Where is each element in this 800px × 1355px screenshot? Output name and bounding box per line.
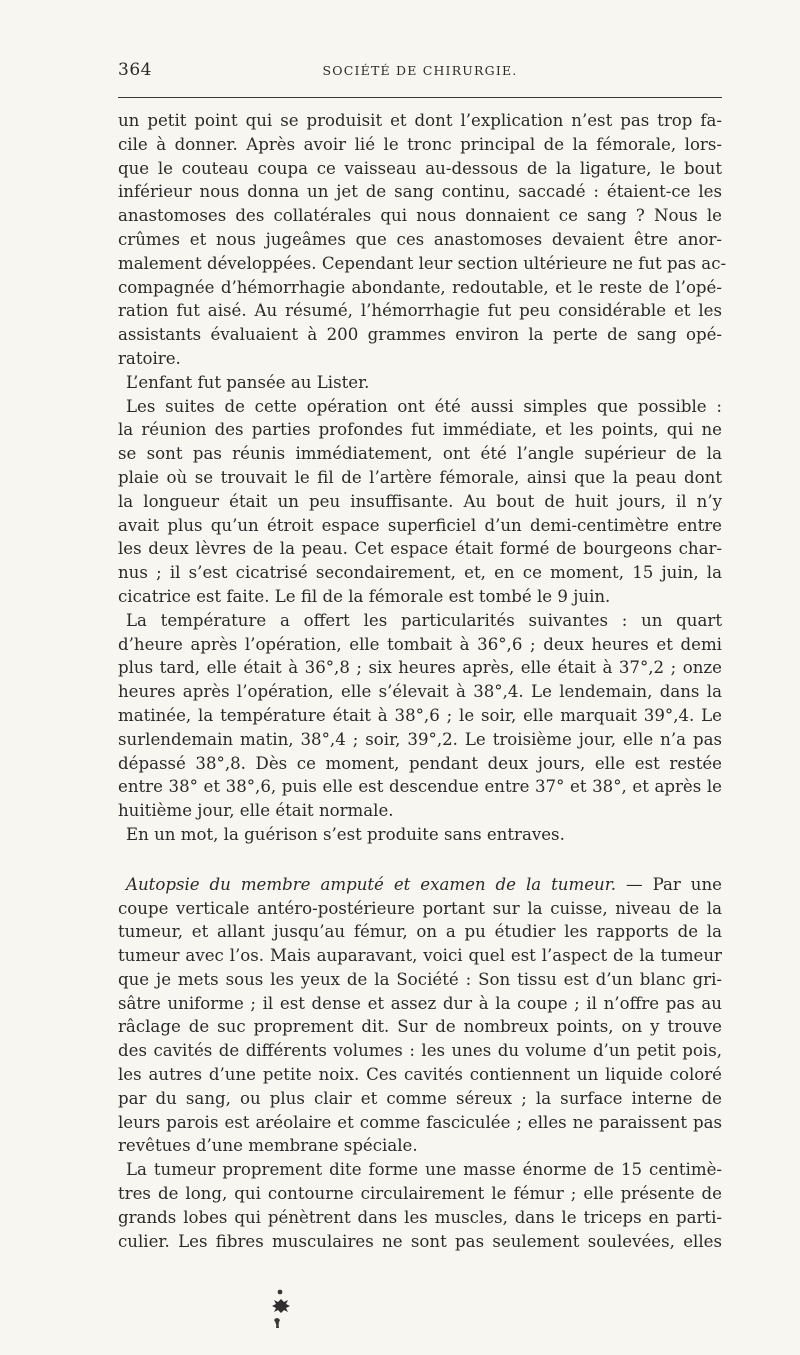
text-line: la réunion des parties profondes fut immédiate, et les points, qui ne	[118, 420, 722, 440]
text-line: ratoire.	[118, 348, 181, 368]
text-line: entre 38° et 38°,6, puis elle est descendue entre 37° et 38°, et après le	[118, 777, 722, 797]
paragraph	[118, 1158, 722, 1253]
text-line: L’enfant fut pansée au Lister.	[126, 372, 370, 392]
text-line: assistants évaluaient à 200 grammes environ la perte de sang opé-	[118, 325, 722, 345]
text-line: cile à donner. Après avoir lié le tronc principal de la fémorale, lors-	[118, 134, 722, 154]
text-line	[118, 873, 722, 897]
text-line: tumeur, et allant jusqu’au fémur, on a pu étudier les rapports de la	[118, 922, 722, 942]
paragraph	[118, 873, 722, 1159]
text-line: avait plus qu’un étroit espace superficiel d’un demi-centimètre entre	[118, 515, 722, 535]
text-line: ration fut aisé. Au résumé, l’hémorrhagie fut peu considérable et les	[118, 301, 722, 321]
text-line: La température a offert les particularités suivantes : un quart	[126, 610, 722, 630]
text-line: En un mot, la guérison s’est produite sans entraves.	[126, 824, 565, 844]
text-line: anastomoses des collatérales qui nous donnaient ce sang ? Nous le	[118, 206, 722, 226]
text-line: La tumeur proprement dite forme une masse énorme de 15 centimè-	[126, 1160, 722, 1180]
section-heading-rest: — Par une	[616, 874, 723, 894]
text-line: cicatrice est faite. Le fil de la fémorale est tombé le 9 juin.	[118, 586, 611, 606]
page-number: 364	[118, 60, 152, 80]
text-line: nus ; il s’est cicatrisé secondairement, et, en ce moment, 15 juin, la	[118, 563, 722, 583]
text-line: inférieur nous donna un jet de sang continu, saccadé : étaient-ce les	[118, 182, 722, 202]
text-line: culier. Les fibres musculaires ne sont pas seulement soulevées, elles	[118, 1231, 722, 1251]
text-line: coupe verticale antéro-postérieure portant sur la cuisse, niveau de la	[118, 898, 722, 918]
page-header	[118, 60, 722, 86]
text-line: matinée, la température était à 38°,6 ; le soir, elle marquait 39°,4. Le	[118, 705, 722, 725]
text-line: des cavités de différents volumes : les unes du volume d’un petit pois,	[118, 1041, 722, 1061]
text-line: les autres d’une petite noix. Ces cavités contiennent un liquide coloré	[118, 1065, 722, 1085]
text-line: leurs parois est aréolaire et comme fasciculée ; elles ne paraissent pas	[118, 1112, 722, 1132]
text-line: grands lobes qui pénètrent dans les muscles, dans le triceps en parti-	[118, 1207, 722, 1227]
text-line: les deux lèvres de la peau. Cet espace était formé de bourgeons char-	[118, 539, 722, 559]
paragraph	[118, 109, 727, 371]
text-line: râclage de suc proprement dit. Sur de nombreux points, on y trouve	[118, 1017, 722, 1037]
paragraph	[118, 371, 722, 395]
text-line: Les suites de cette opération ont été aussi simples que possible :	[126, 396, 722, 416]
text-line: par du sang, ou plus clair et comme séreux ; la surface interne de	[118, 1088, 722, 1108]
text-line: heures après l’opération, elle s’élevait à 38°,4. Le lendemain, dans la	[118, 682, 722, 702]
text-line: la longueur était un peu insuffisante. Au bout de huit jours, il n’y	[118, 491, 722, 511]
text-line: compagnée d’hémorrhagie abondante, redoutable, et le reste de l’opé-	[118, 277, 722, 297]
paragraph	[118, 395, 722, 609]
text-line: huitième jour, elle était normale.	[118, 801, 394, 821]
text-line: revêtues d’une membrane spéciale.	[118, 1136, 418, 1156]
text-line: malement développées. Cependant leur section ultérieure ne fut pas ac-	[118, 253, 727, 273]
text-line: plus tard, elle était à 36°,8 ; six heures après, elle était à 37°,2 ; onze	[118, 658, 722, 678]
text-line: un petit point qui se produisit et dont l’explication n’est pas trop fa-	[118, 111, 722, 130]
text-line: plaie où se trouvait le fil de l’artère fémorale, ainsi que la peau dont	[118, 467, 722, 487]
text-line: que le couteau coupa ce vaisseau au-dessous de la ligature, le bout	[118, 158, 722, 178]
library-stamp-icon	[266, 1288, 300, 1336]
running-head: SOCIÉTÉ DE CHIRURGIE.	[322, 63, 518, 78]
text-line: d’heure après l’opération, elle tombait à 36°,6 ; deux heures et demi	[118, 634, 722, 654]
text-line: que je mets sous les yeux de la Société : Son tissu est d’un blanc gri-	[118, 969, 722, 989]
text-line: surlendemain matin, 38°,4 ; soir, 39°,2. Le troisième jour, elle n’a pas	[118, 729, 722, 749]
body-text	[118, 109, 727, 1253]
text-line: se sont pas réunis immédiatement, ont été l’angle supérieur de la	[118, 444, 722, 464]
section-gap	[118, 847, 722, 873]
text-line: tres de long, qui contourne circulairement le fémur ; elle présente de	[118, 1184, 722, 1204]
paragraph	[118, 823, 722, 847]
text-line: sâtre uniforme ; il est dense et assez dur à la coupe ; il n’offre pas au	[118, 993, 722, 1013]
paragraph	[118, 609, 722, 823]
text-line: dépassé 38°,8. Dès ce moment, pendant deux jours, elle est restée	[118, 753, 722, 773]
section-heading: Autopsie du membre amputé et examen de la tumeur.	[126, 874, 617, 894]
text-line: tumeur avec l’os. Mais auparavant, voici quel est l’aspect de la tumeur	[118, 946, 722, 966]
text-line: crûmes et nous jugeâmes que ces anastomoses devaient être anor-	[118, 229, 722, 249]
header-rule	[118, 97, 722, 98]
